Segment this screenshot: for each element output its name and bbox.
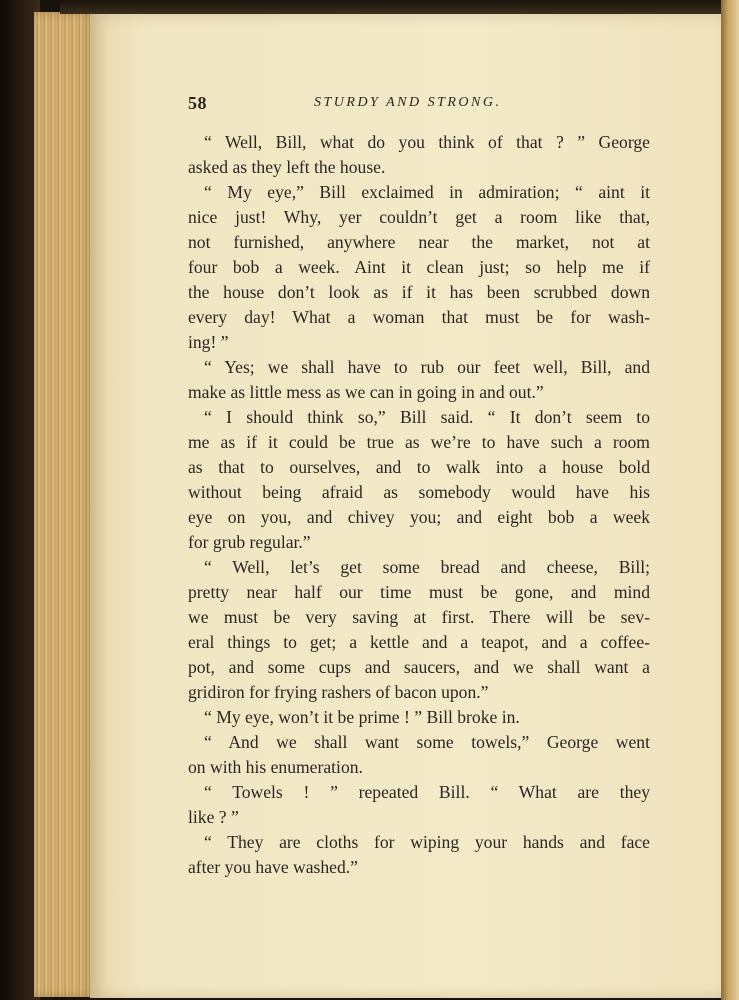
text-line: four bob a week. Aint it clean just; so help me if <box>188 257 650 277</box>
text-line: as that to ourselves, and to walk into a house bold <box>188 457 650 477</box>
text-line: “ And we shall want some towels,” George went <box>204 732 650 752</box>
text-line: on with his enumeration. <box>188 757 363 777</box>
text-line: “ Yes; we shall have to rub our feet well, Bill, and <box>204 357 650 377</box>
text-line: pretty near half our time must be gone, and mind <box>188 582 650 602</box>
text-line: asked as they left the house. <box>188 157 386 177</box>
running-head: STURDY AND STRONG. <box>314 95 502 110</box>
text-line: “ I should think so,” Bill said. “ It don’t seem to <box>204 407 650 427</box>
text-line: “ My eye,” Bill exclaimed in admiration; “ aint it <box>204 182 650 202</box>
right-page-edge <box>721 0 739 1000</box>
text-line: eral things to get; a kettle and a teapot, and a coffee- <box>188 632 650 652</box>
text-line: pot, and some cups and saucers, and we shall want a <box>188 657 650 677</box>
text-line: “ My eye, won’t it be prime ! ” Bill broke in. <box>204 707 520 727</box>
text-line: “ Towels ! ” repeated Bill. “ What are they <box>204 782 650 802</box>
body-text <box>188 130 650 880</box>
text-line: “ Well, Bill, what do you think of that ? ” George <box>204 132 650 152</box>
text-line: ing! ” <box>188 332 229 352</box>
page-edges <box>34 12 96 997</box>
text-line: after you have washed.” <box>188 857 358 877</box>
text-line: without being afraid as somebody would have his <box>188 482 650 502</box>
page-number: 58 <box>188 93 207 113</box>
text-line: gridiron for frying rashers of bacon upon.” <box>188 682 489 702</box>
text-line: eye on you, and chivey you; and eight bob a week <box>188 507 650 527</box>
text-line: “ They are cloths for wiping your hands and face <box>204 832 650 852</box>
text-line: the house don’t look as if it has been scrubbed down <box>188 282 650 302</box>
text-line: like ? ” <box>188 807 239 827</box>
text-line: every day! What a woman that must be for wash- <box>188 307 650 327</box>
page-header <box>188 93 650 117</box>
top-edge <box>60 0 739 14</box>
text-line: for grub regular.” <box>188 532 311 552</box>
text-line: we must be very saving at first. There will be sev- <box>188 607 650 627</box>
text-line: not furnished, anywhere near the market, not at <box>188 232 650 252</box>
text-line: nice just! Why, yer couldn’t get a room like that, <box>188 207 650 227</box>
text-line: make as little mess as we can in going in and out.” <box>188 382 544 402</box>
text-line: me as if it could be true as we’re to have such a room <box>188 432 650 452</box>
text-line: “ Well, let’s get some bread and cheese, Bill; <box>204 557 650 577</box>
